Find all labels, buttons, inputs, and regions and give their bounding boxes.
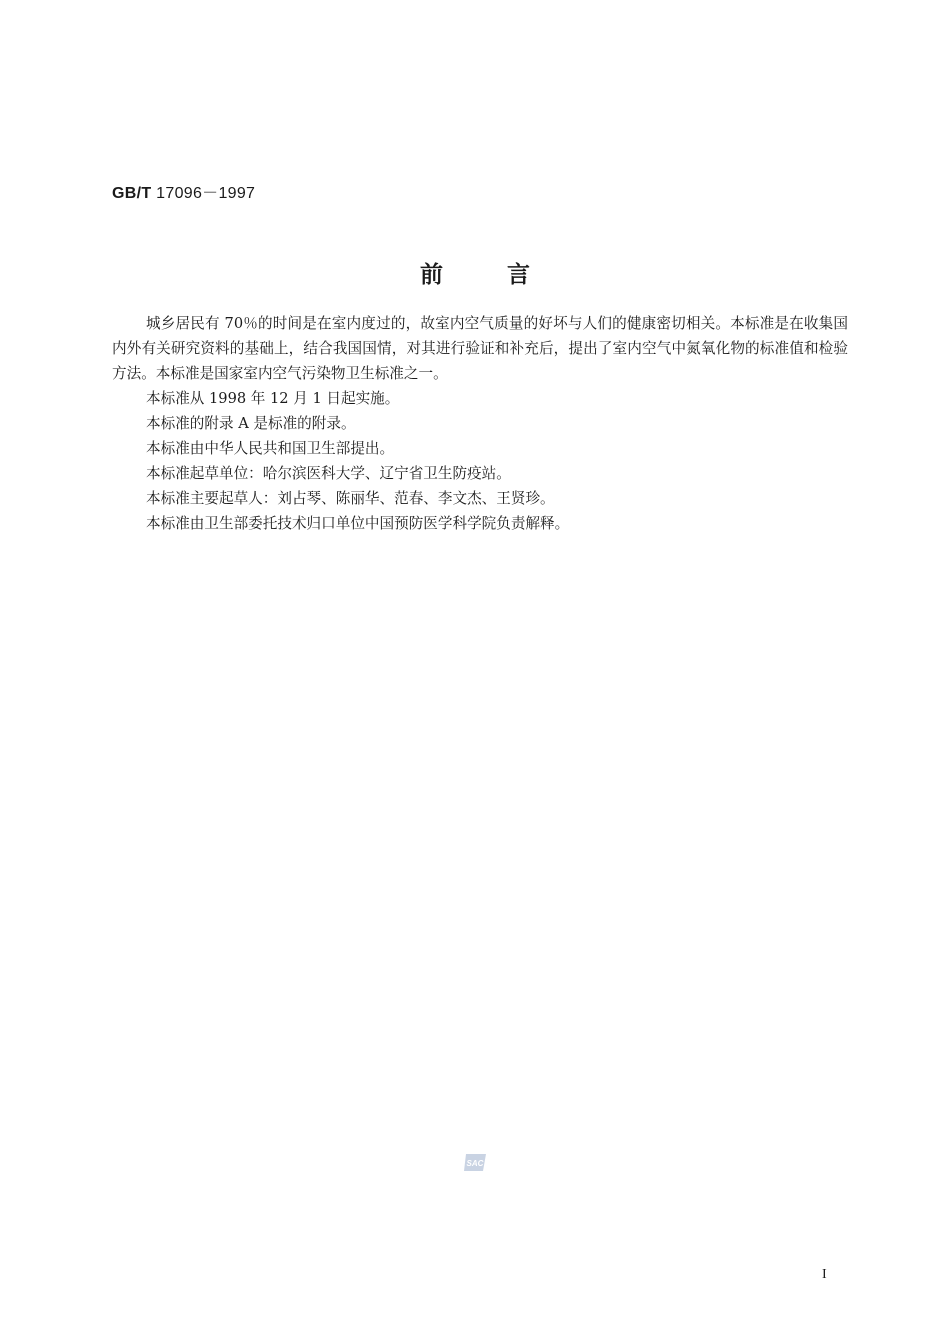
foreword-paragraph: 本标准主要起草人：刘占琴、陈丽华、范春、李文杰、王贤珍。 [146, 490, 555, 507]
sac-watermark-logo [462, 1152, 488, 1173]
foreword-paragraph: 本标准由卫生部委托技术归口单位中国预防医学科学院负责解释。 [146, 515, 570, 532]
page-number: I [822, 1267, 827, 1282]
page-title: 前言 [420, 262, 594, 288]
foreword-body [112, 311, 848, 536]
foreword-paragraph: 本标准由中华人民共和国卫生部提出。 [146, 440, 395, 457]
foreword-paragraph: 本标准从 1998 年 12 月 1 日起实施。 [146, 390, 400, 407]
foreword-paragraph: 本标准的附录 A 是标准的附录。 [146, 415, 356, 432]
foreword-paragraph: 本标准起草单位：哈尔滨医科大学、辽宁省卫生防疫站。 [146, 465, 511, 482]
standard-code [112, 180, 255, 203]
standard-code-number: 17096－1997 [156, 185, 256, 202]
standard-code-prefix: GB/T [112, 185, 152, 202]
foreword-paragraph: 城乡居民有 70％的时间是在室内度过的，故室内空气质量的好坏与人们的健康密切相关。本标准是在收集国内外有关研究资料的基础上，结合我国国情，对其进行验证和补充后，提出了室内空气中氮氧化物的标准值和检验方法。本标准是国家室内空气污染物卫生标准之一。 [112, 315, 848, 382]
svg-text:SAC: SAC [466, 1159, 484, 1168]
